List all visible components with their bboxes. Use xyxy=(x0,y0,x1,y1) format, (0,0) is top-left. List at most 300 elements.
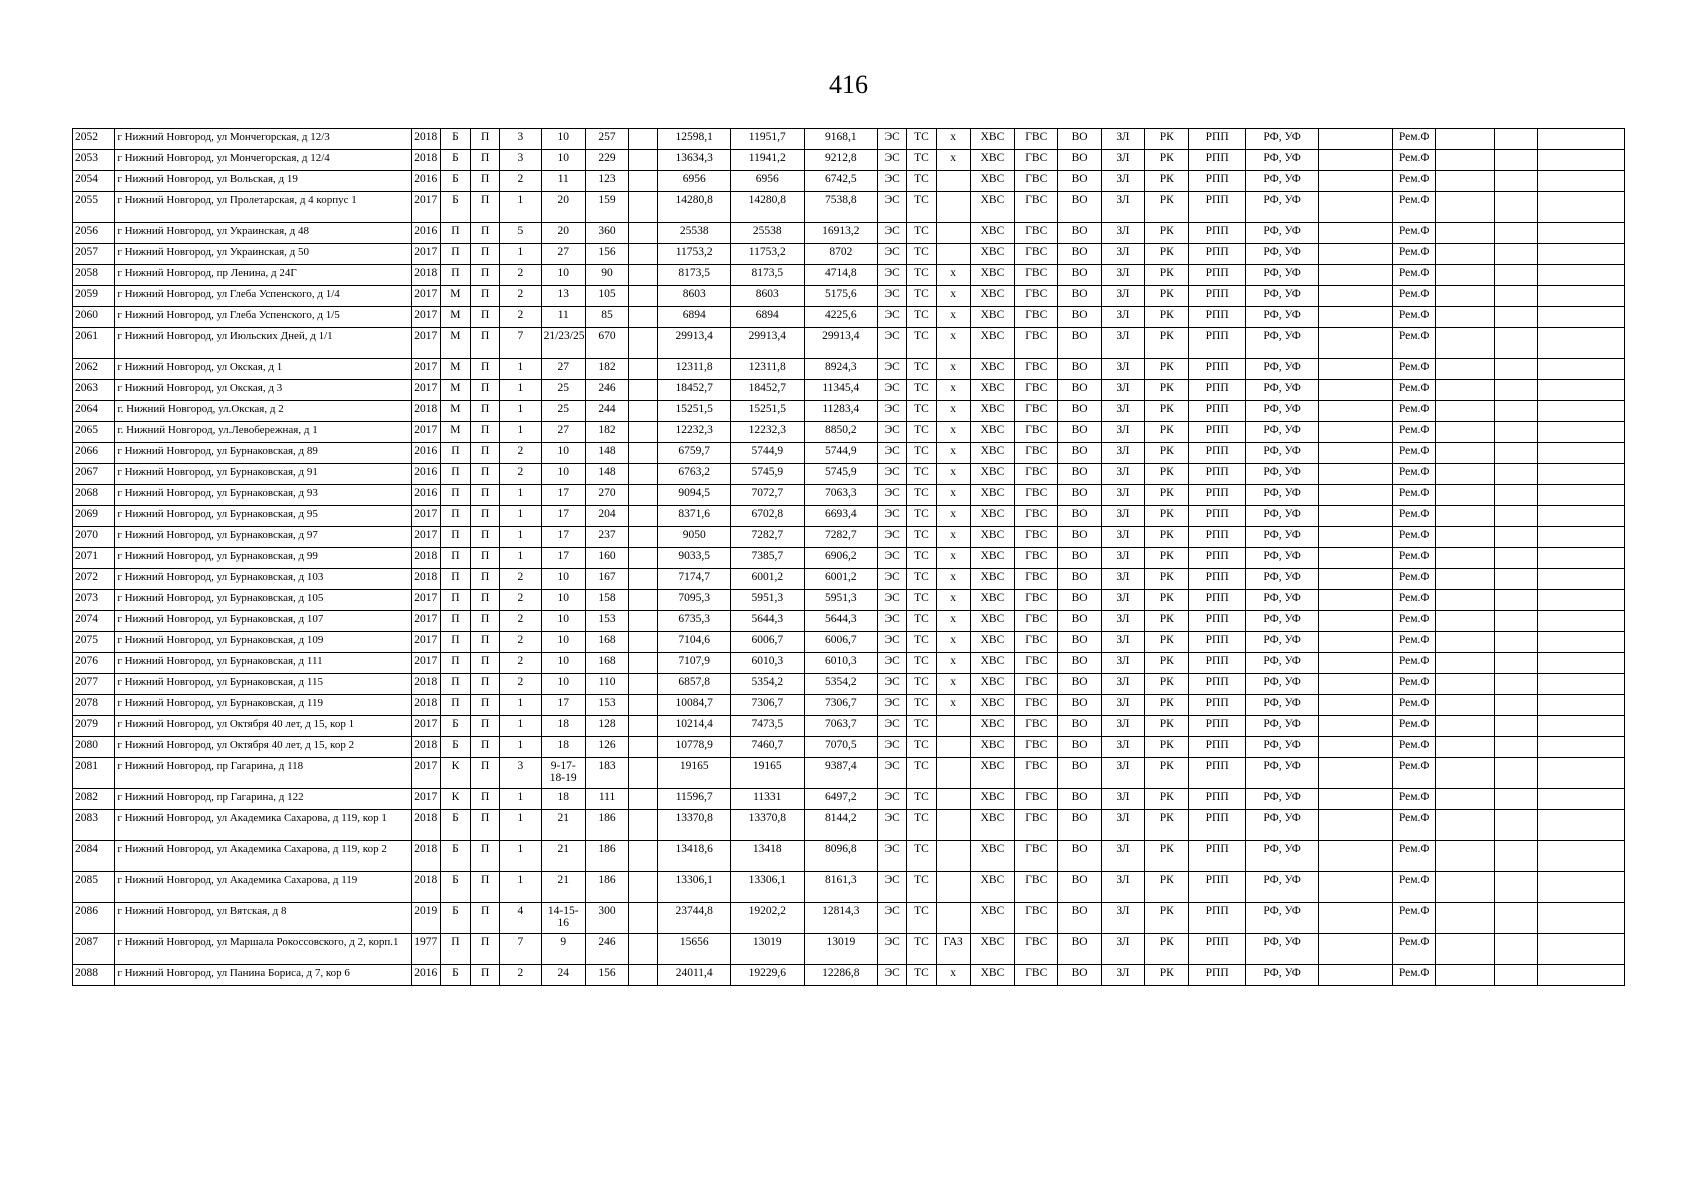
cell-wall-material: П xyxy=(440,653,470,674)
cell-blank-4 xyxy=(1494,328,1537,359)
cell-roof-type: П xyxy=(471,716,500,737)
cell-service-gvs: ГВС xyxy=(1015,611,1058,632)
cell-service-es: ЭС xyxy=(878,590,907,611)
cell-service-ts: ТС xyxy=(907,223,936,244)
cell-service-es: ЭС xyxy=(878,506,907,527)
cell-service-rpp: РПП xyxy=(1189,632,1245,653)
cell-apartments: 186 xyxy=(585,872,628,903)
cell-year: 2017 xyxy=(411,653,440,674)
cell-service-ts: ТС xyxy=(907,192,936,223)
cell-service-ts: ТС xyxy=(907,590,936,611)
cell-service-rpp: РПП xyxy=(1189,244,1245,265)
cell-service-zl: ЗЛ xyxy=(1101,150,1144,171)
cell-address: г Нижний Новгород, ул Панина Бориса, д 7, кор 6 xyxy=(115,965,411,986)
cell-blank-5 xyxy=(1538,841,1625,872)
cell-entrances: 2 xyxy=(500,632,541,653)
cell-service-rpp: РПП xyxy=(1189,611,1245,632)
cell-roof-type: П xyxy=(471,548,500,569)
cell-residential-area: 5644,3 xyxy=(804,611,878,632)
cell-entrances: 1 xyxy=(500,548,541,569)
cell-service-es: ЭС xyxy=(878,872,907,903)
cell-service-gvs: ГВС xyxy=(1015,150,1058,171)
cell-repair-fund: Рем.Ф xyxy=(1392,716,1435,737)
cell-service-rk: РК xyxy=(1145,286,1189,307)
cell-blank-5 xyxy=(1538,548,1625,569)
cell-entrances: 1 xyxy=(500,716,541,737)
table-row xyxy=(73,265,1625,286)
cell-service-zl: ЗЛ xyxy=(1101,965,1144,986)
cell-service-rpp: РПП xyxy=(1189,737,1245,758)
cell-service-ts: ТС xyxy=(907,632,936,653)
cell-service-hvs: ХВС xyxy=(970,789,1014,810)
cell-service-rpp: РПП xyxy=(1189,506,1245,527)
cell-residential-area: 4225,6 xyxy=(804,307,878,328)
cell-wall-material: К xyxy=(440,789,470,810)
cell-service-es: ЭС xyxy=(878,934,907,965)
table-row xyxy=(73,506,1625,527)
cell-service-es: ЭС xyxy=(878,758,907,789)
cell-apartments: 123 xyxy=(585,171,628,192)
cell-service-rk: РК xyxy=(1145,737,1189,758)
cell-address: г Нижний Новгород, ул Бурнаковская, д 89 xyxy=(115,443,411,464)
cell-repair-fund: Рем.Ф xyxy=(1392,789,1435,810)
cell-service-ts: ТС xyxy=(907,527,936,548)
cell-floors: 20 xyxy=(541,192,585,223)
cell-service-gvs: ГВС xyxy=(1015,695,1058,716)
cell-service-ts: ТС xyxy=(907,611,936,632)
cell-blank-3 xyxy=(1436,903,1494,934)
cell-blank-2 xyxy=(1319,150,1393,171)
cell-fund-type: РФ, УФ xyxy=(1245,548,1319,569)
cell-residential-area: 6010,3 xyxy=(804,653,878,674)
cell-blank-4 xyxy=(1494,443,1537,464)
cell-blank-5 xyxy=(1538,150,1625,171)
cell-repair-fund: Рем.Ф xyxy=(1392,611,1435,632)
cell-service-rpp: РПП xyxy=(1189,328,1245,359)
cell-wall-material: Б xyxy=(440,810,470,841)
cell-service-zl: ЗЛ xyxy=(1101,674,1144,695)
cell-wall-material: Б xyxy=(440,716,470,737)
cell-blank-1 xyxy=(629,443,658,464)
cell-address: г Нижний Новгород, ул Мончегорская, д 12/3 xyxy=(115,129,411,150)
cell-residential-area: 6906,2 xyxy=(804,548,878,569)
cell-service-hvs: ХВС xyxy=(970,841,1014,872)
cell-service-ts: ТС xyxy=(907,328,936,359)
cell-service-vo: ВО xyxy=(1058,443,1101,464)
cell-blank-1 xyxy=(629,653,658,674)
cell-blank-4 xyxy=(1494,527,1537,548)
cell-service-zl: ЗЛ xyxy=(1101,380,1144,401)
cell-entrances: 4 xyxy=(500,903,541,934)
cell-service-rk: РК xyxy=(1145,653,1189,674)
cell-service-gvs: ГВС xyxy=(1015,265,1058,286)
cell-blank-3 xyxy=(1436,841,1494,872)
cell-repair-fund: Рем.Ф xyxy=(1392,506,1435,527)
cell-address: г Нижний Новгород, ул Бурнаковская, д 119 xyxy=(115,695,411,716)
cell-service-gvs: ГВС xyxy=(1015,129,1058,150)
table-row xyxy=(73,401,1625,422)
cell-blank-4 xyxy=(1494,632,1537,653)
cell-service-ts: ТС xyxy=(907,422,936,443)
cell-service-hvs: ХВС xyxy=(970,810,1014,841)
cell-total-area: 10084,7 xyxy=(658,695,731,716)
cell-service-es: ЭС xyxy=(878,485,907,506)
cell-blank-3 xyxy=(1436,653,1494,674)
cell-address: г Нижний Новгород, ул Окская, д 3 xyxy=(115,380,411,401)
cell-fund-type: РФ, УФ xyxy=(1245,653,1319,674)
cell-service-vo: ВО xyxy=(1058,934,1101,965)
cell-service-rk: РК xyxy=(1145,171,1189,192)
table-row xyxy=(73,841,1625,872)
cell-blank-2 xyxy=(1319,653,1393,674)
cell-residential-area: 8702 xyxy=(804,244,878,265)
cell-service-gas xyxy=(936,810,970,841)
cell-service-es: ЭС xyxy=(878,548,907,569)
cell-service-gas: х xyxy=(936,611,970,632)
cell-service-rk: РК xyxy=(1145,569,1189,590)
cell-repair-fund: Рем.Ф xyxy=(1392,569,1435,590)
cell-service-rk: РК xyxy=(1145,810,1189,841)
cell-service-gas xyxy=(936,244,970,265)
cell-service-gas: ГАЗ xyxy=(936,934,970,965)
cell-service-zl: ЗЛ xyxy=(1101,328,1144,359)
table-row xyxy=(73,150,1625,171)
cell-blank-2 xyxy=(1319,737,1393,758)
cell-blank-2 xyxy=(1319,695,1393,716)
cell-service-ts: ТС xyxy=(907,244,936,265)
cell-service-zl: ЗЛ xyxy=(1101,401,1144,422)
cell-service-es: ЭС xyxy=(878,328,907,359)
cell-service-es: ЭС xyxy=(878,653,907,674)
cell-service-vo: ВО xyxy=(1058,223,1101,244)
cell-apartments: 85 xyxy=(585,307,628,328)
cell-blank-4 xyxy=(1494,223,1537,244)
cell-residential-area: 7063,7 xyxy=(804,716,878,737)
cell-residential-area: 8850,2 xyxy=(804,422,878,443)
cell-year: 2016 xyxy=(411,443,440,464)
cell-service-es: ЭС xyxy=(878,789,907,810)
cell-blank-3 xyxy=(1436,611,1494,632)
cell-total-area: 6857,8 xyxy=(658,674,731,695)
cell-address: г Нижний Новгород, ул Украинская, д 48 xyxy=(115,223,411,244)
table-row xyxy=(73,443,1625,464)
cell-blank-4 xyxy=(1494,569,1537,590)
cell-living-area: 12311,8 xyxy=(730,359,804,380)
cell-total-area: 19165 xyxy=(658,758,731,789)
cell-blank-2 xyxy=(1319,359,1393,380)
cell-service-ts: ТС xyxy=(907,265,936,286)
cell-service-gas xyxy=(936,192,970,223)
cell-wall-material: П xyxy=(440,527,470,548)
cell-service-rpp: РПП xyxy=(1189,129,1245,150)
cell-roof-type: П xyxy=(471,569,500,590)
cell-service-hvs: ХВС xyxy=(970,653,1014,674)
cell-wall-material: Б xyxy=(440,192,470,223)
cell-apartments: 111 xyxy=(585,789,628,810)
cell-blank-3 xyxy=(1436,129,1494,150)
cell-total-area: 6735,3 xyxy=(658,611,731,632)
cell-floors: 9 xyxy=(541,934,585,965)
cell-service-hvs: ХВС xyxy=(970,632,1014,653)
cell-service-gas: х xyxy=(936,674,970,695)
cell-blank-3 xyxy=(1436,150,1494,171)
cell-blank-1 xyxy=(629,244,658,265)
cell-total-area: 7095,3 xyxy=(658,590,731,611)
cell-residential-area: 5744,9 xyxy=(804,443,878,464)
cell-blank-2 xyxy=(1319,789,1393,810)
cell-entrances: 5 xyxy=(500,223,541,244)
cell-blank-3 xyxy=(1436,443,1494,464)
cell-roof-type: П xyxy=(471,758,500,789)
cell-total-area: 6894 xyxy=(658,307,731,328)
cell-apartments: 182 xyxy=(585,422,628,443)
table-row xyxy=(73,548,1625,569)
cell-residential-area: 5354,2 xyxy=(804,674,878,695)
cell-entrances: 3 xyxy=(500,758,541,789)
cell-year: 2017 xyxy=(411,758,440,789)
cell-service-rpp: РПП xyxy=(1189,307,1245,328)
cell-repair-fund: Рем.Ф xyxy=(1392,328,1435,359)
cell-row-number: 2066 xyxy=(73,443,115,464)
cell-service-vo: ВО xyxy=(1058,903,1101,934)
cell-roof-type: П xyxy=(471,380,500,401)
cell-blank-4 xyxy=(1494,150,1537,171)
cell-blank-4 xyxy=(1494,380,1537,401)
cell-year: 1977 xyxy=(411,934,440,965)
cell-service-es: ЭС xyxy=(878,841,907,872)
cell-living-area: 19202,2 xyxy=(730,903,804,934)
cell-blank-5 xyxy=(1538,265,1625,286)
cell-roof-type: П xyxy=(471,328,500,359)
cell-floors: 10 xyxy=(541,653,585,674)
cell-roof-type: П xyxy=(471,737,500,758)
cell-service-gvs: ГВС xyxy=(1015,632,1058,653)
cell-wall-material: Б xyxy=(440,150,470,171)
cell-service-zl: ЗЛ xyxy=(1101,810,1144,841)
cell-fund-type: РФ, УФ xyxy=(1245,401,1319,422)
cell-apartments: 110 xyxy=(585,674,628,695)
cell-year: 2016 xyxy=(411,223,440,244)
cell-blank-3 xyxy=(1436,758,1494,789)
cell-floors: 21 xyxy=(541,841,585,872)
cell-blank-3 xyxy=(1436,286,1494,307)
cell-living-area: 7306,7 xyxy=(730,695,804,716)
cell-wall-material: П xyxy=(440,506,470,527)
cell-residential-area: 11283,4 xyxy=(804,401,878,422)
cell-service-ts: ТС xyxy=(907,548,936,569)
cell-service-hvs: ХВС xyxy=(970,695,1014,716)
cell-year: 2018 xyxy=(411,265,440,286)
cell-year: 2017 xyxy=(411,716,440,737)
cell-floors: 10 xyxy=(541,443,585,464)
cell-service-rpp: РПП xyxy=(1189,422,1245,443)
cell-living-area: 7385,7 xyxy=(730,548,804,569)
cell-service-rk: РК xyxy=(1145,903,1189,934)
cell-fund-type: РФ, УФ xyxy=(1245,965,1319,986)
cell-living-area: 13306,1 xyxy=(730,872,804,903)
cell-wall-material: П xyxy=(440,590,470,611)
cell-wall-material: П xyxy=(440,569,470,590)
cell-service-gvs: ГВС xyxy=(1015,590,1058,611)
cell-residential-area: 6742,5 xyxy=(804,171,878,192)
cell-entrances: 1 xyxy=(500,380,541,401)
cell-residential-area: 8161,3 xyxy=(804,872,878,903)
cell-entrances: 1 xyxy=(500,789,541,810)
cell-service-gvs: ГВС xyxy=(1015,674,1058,695)
cell-service-rk: РК xyxy=(1145,223,1189,244)
cell-blank-1 xyxy=(629,810,658,841)
cell-blank-3 xyxy=(1436,223,1494,244)
cell-address: г Нижний Новгород, ул Мончегорская, д 12/4 xyxy=(115,150,411,171)
table-row xyxy=(73,737,1625,758)
cell-blank-2 xyxy=(1319,611,1393,632)
cell-service-ts: ТС xyxy=(907,758,936,789)
cell-row-number: 2057 xyxy=(73,244,115,265)
cell-service-zl: ЗЛ xyxy=(1101,422,1144,443)
cell-blank-4 xyxy=(1494,934,1537,965)
cell-residential-area: 9212,8 xyxy=(804,150,878,171)
cell-living-area: 8603 xyxy=(730,286,804,307)
cell-service-es: ЭС xyxy=(878,265,907,286)
cell-blank-1 xyxy=(629,171,658,192)
cell-service-rpp: РПП xyxy=(1189,653,1245,674)
cell-service-zl: ЗЛ xyxy=(1101,632,1144,653)
cell-fund-type: РФ, УФ xyxy=(1245,328,1319,359)
cell-service-gas xyxy=(936,223,970,244)
cell-row-number: 2087 xyxy=(73,934,115,965)
cell-apartments: 159 xyxy=(585,192,628,223)
cell-service-ts: ТС xyxy=(907,286,936,307)
cell-residential-area: 7282,7 xyxy=(804,527,878,548)
cell-service-zl: ЗЛ xyxy=(1101,695,1144,716)
cell-blank-2 xyxy=(1319,716,1393,737)
cell-total-area: 9050 xyxy=(658,527,731,548)
cell-row-number: 2067 xyxy=(73,464,115,485)
cell-total-area: 8603 xyxy=(658,286,731,307)
cell-blank-5 xyxy=(1538,192,1625,223)
cell-service-gvs: ГВС xyxy=(1015,244,1058,265)
cell-service-gas xyxy=(936,758,970,789)
cell-repair-fund: Рем.Ф xyxy=(1392,380,1435,401)
cell-blank-5 xyxy=(1538,443,1625,464)
table-row xyxy=(73,789,1625,810)
cell-service-hvs: ХВС xyxy=(970,422,1014,443)
cell-wall-material: Б xyxy=(440,841,470,872)
cell-floors: 11 xyxy=(541,171,585,192)
cell-service-gvs: ГВС xyxy=(1015,789,1058,810)
cell-service-rpp: РПП xyxy=(1189,548,1245,569)
cell-service-gvs: ГВС xyxy=(1015,192,1058,223)
cell-fund-type: РФ, УФ xyxy=(1245,934,1319,965)
cell-floors: 27 xyxy=(541,359,585,380)
cell-service-zl: ЗЛ xyxy=(1101,286,1144,307)
cell-service-es: ЭС xyxy=(878,674,907,695)
cell-service-vo: ВО xyxy=(1058,359,1101,380)
cell-floors: 10 xyxy=(541,150,585,171)
cell-address: г Нижний Новгород, ул Вятская, д 8 xyxy=(115,903,411,934)
cell-roof-type: П xyxy=(471,485,500,506)
cell-entrances: 2 xyxy=(500,569,541,590)
cell-roof-type: П xyxy=(471,265,500,286)
cell-blank-2 xyxy=(1319,841,1393,872)
cell-service-gvs: ГВС xyxy=(1015,527,1058,548)
cell-floors: 17 xyxy=(541,506,585,527)
cell-roof-type: П xyxy=(471,401,500,422)
cell-entrances: 1 xyxy=(500,485,541,506)
cell-service-es: ЭС xyxy=(878,192,907,223)
cell-service-gvs: ГВС xyxy=(1015,443,1058,464)
cell-floors: 10 xyxy=(541,569,585,590)
cell-blank-1 xyxy=(629,506,658,527)
cell-blank-3 xyxy=(1436,307,1494,328)
cell-service-hvs: ХВС xyxy=(970,716,1014,737)
cell-service-zl: ЗЛ xyxy=(1101,171,1144,192)
cell-service-gvs: ГВС xyxy=(1015,810,1058,841)
cell-living-area: 8173,5 xyxy=(730,265,804,286)
cell-service-zl: ЗЛ xyxy=(1101,192,1144,223)
cell-blank-3 xyxy=(1436,716,1494,737)
cell-year: 2017 xyxy=(411,307,440,328)
cell-row-number: 2079 xyxy=(73,716,115,737)
cell-service-gas: х xyxy=(936,653,970,674)
cell-blank-5 xyxy=(1538,129,1625,150)
cell-apartments: 168 xyxy=(585,653,628,674)
cell-floors: 21 xyxy=(541,872,585,903)
cell-wall-material: Б xyxy=(440,129,470,150)
cell-total-area: 11596,7 xyxy=(658,789,731,810)
table-row xyxy=(73,464,1625,485)
cell-apartments: 186 xyxy=(585,810,628,841)
cell-service-gas: х xyxy=(936,265,970,286)
cell-entrances: 2 xyxy=(500,590,541,611)
cell-address: г Нижний Новгород, ул Октября 40 лет, д 15, кор 2 xyxy=(115,737,411,758)
table-row xyxy=(73,674,1625,695)
cell-living-area: 11753,2 xyxy=(730,244,804,265)
cell-year: 2017 xyxy=(411,286,440,307)
cell-service-gas: х xyxy=(936,380,970,401)
cell-fund-type: РФ, УФ xyxy=(1245,611,1319,632)
cell-row-number: 2063 xyxy=(73,380,115,401)
cell-service-ts: ТС xyxy=(907,716,936,737)
cell-service-gvs: ГВС xyxy=(1015,872,1058,903)
cell-service-rpp: РПП xyxy=(1189,872,1245,903)
cell-floors: 10 xyxy=(541,265,585,286)
cell-blank-1 xyxy=(629,590,658,611)
cell-row-number: 2082 xyxy=(73,789,115,810)
cell-service-zl: ЗЛ xyxy=(1101,464,1144,485)
cell-service-gvs: ГВС xyxy=(1015,380,1058,401)
cell-residential-area: 6001,2 xyxy=(804,569,878,590)
cell-apartments: 257 xyxy=(585,129,628,150)
cell-blank-2 xyxy=(1319,674,1393,695)
cell-service-zl: ЗЛ xyxy=(1101,716,1144,737)
cell-service-gas xyxy=(936,737,970,758)
cell-entrances: 7 xyxy=(500,934,541,965)
cell-entrances: 2 xyxy=(500,674,541,695)
cell-service-rk: РК xyxy=(1145,934,1189,965)
cell-blank-3 xyxy=(1436,737,1494,758)
table-row xyxy=(73,590,1625,611)
cell-service-es: ЭС xyxy=(878,150,907,171)
cell-service-rpp: РПП xyxy=(1189,192,1245,223)
cell-blank-4 xyxy=(1494,695,1537,716)
cell-blank-3 xyxy=(1436,359,1494,380)
cell-blank-3 xyxy=(1436,548,1494,569)
cell-repair-fund: Рем.Ф xyxy=(1392,443,1435,464)
cell-apartments: 167 xyxy=(585,569,628,590)
cell-blank-1 xyxy=(629,380,658,401)
cell-blank-1 xyxy=(629,841,658,872)
